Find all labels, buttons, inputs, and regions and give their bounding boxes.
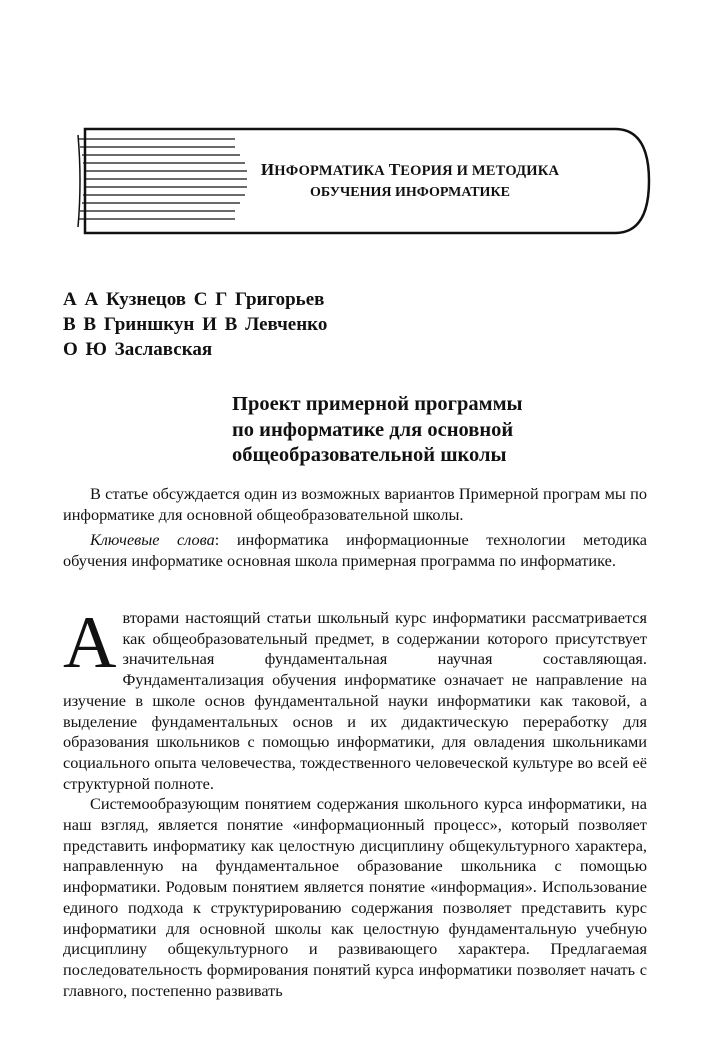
author-list — [63, 287, 327, 362]
section-header-line1: ИНФОРМАТИКА ТЕОРИЯ И МЕТОДИКА — [260, 160, 560, 179]
title-line: общеобразовательной школы — [232, 444, 507, 466]
title-line: Проект примерной программы — [232, 393, 523, 415]
article-title — [232, 392, 523, 469]
keywords — [63, 530, 647, 571]
author-line: О Ю Заславская — [63, 339, 213, 360]
article-body — [63, 602, 647, 1001]
drop-cap: А — [63, 602, 117, 684]
section-header-line2: ОБУЧЕНИЯ ИНФОРМАТИКЕ — [310, 185, 510, 200]
keywords-text: : информатика информационные технологии методика обучения информатике основная школа примерная программа по информатике. — [63, 530, 647, 570]
abstract: В статье обсуждается один из возможных вариантов Примерной програм мы по информатике для основной общеобразовательной школы. — [63, 484, 647, 524]
keywords-label: Ключевые слова — [90, 530, 215, 549]
author-line: А А Кузнецов С Г Григорьев — [63, 289, 325, 310]
author-line: В В Гриншкун И В Левченко — [63, 314, 328, 335]
body-paragraph: Авторами настоящий статьи школьный курс информатики рассматривается как общеобразовательный предмет, в содержании которого присутствует значительная фундаментальная научная составляющая. Фундаментализация обучения информатике означает не направление на изучение в школе основ фундаментальной науки информатики как таковой, а выделение фундаментальных основ и их дидактическую переработку для образования школьников с помощью информатики, для овладения школьниками социального опыта человечества, тождественного человеческой культуре во всей её структурной полноте. — [63, 602, 647, 793]
section-banner — [75, 125, 653, 237]
body-paragraph: Системообразующим понятием содержания школьного курса информатики, на наш взгляд, является понятие «информационный процесс», который позволяет представить информатику как целостную дисциплину общекультурного характера, направленную на фундаментальное образование школьника с помощью информатики. Родовым понятием является понятие «информация». Использование единого подхода к структурированию содержания позволяет представить курс информатики для основной школы как целостную фундаментальную учебную дисциплину общекультурного и развивающего характера. Предлагаемая последовательность формирования понятий курса информатики позволяет начать с главного, постепенно развивать — [63, 794, 647, 1000]
title-line: по информатике для основной — [232, 418, 514, 441]
